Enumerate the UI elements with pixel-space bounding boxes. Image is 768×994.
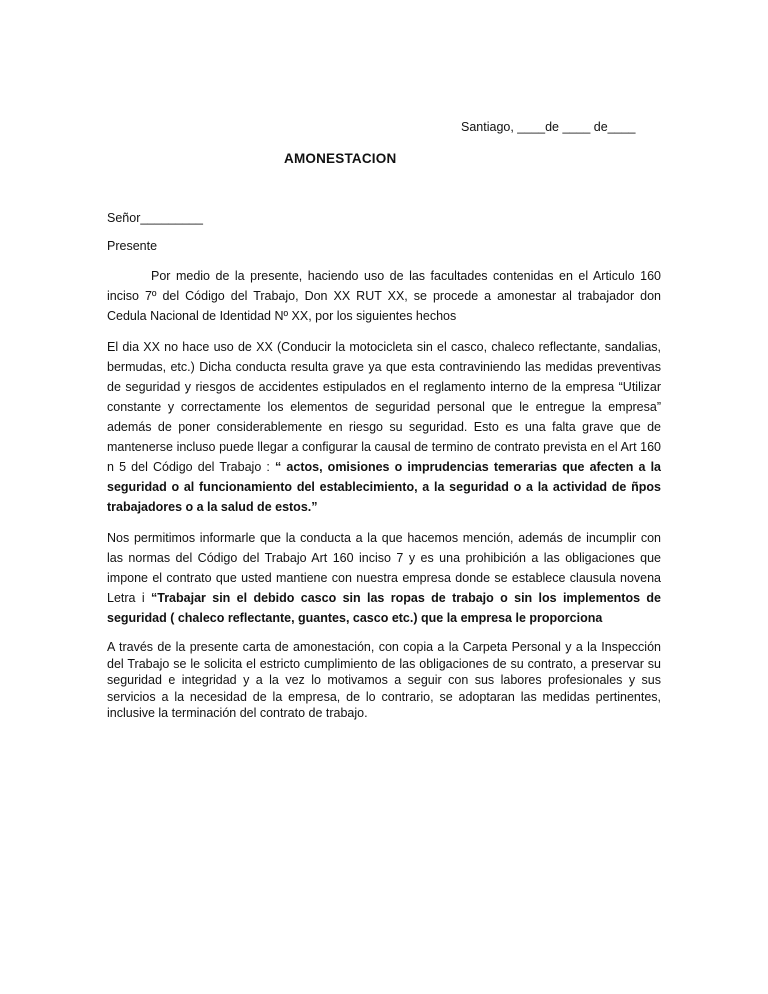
paragraph-contract-text: Nos permitimos informarle que la conducta a la que hacemos mención, además de incumplir con las normas del Código del Trabajo Art 160 inciso 7 y es una prohibición a las obligaciones que impone el contrato que usted mantiene con nuestra empresa donde se establece clausula novena Letra i <box>107 531 661 605</box>
paragraph-contract-quote: “Trabajar sin el debido casco sin las ropas de trabajo o sin los implementos de seguridad ( chaleco reflectante, guantes, casco etc.) que la empresa le proporciona <box>107 591 662 625</box>
paragraph-facts-text: El dia XX no hace uso de XX (Conducir la motocicleta sin el casco, chaleco reflectante, sandalias, bermudas, etc.) Dicha conducta resulta grave ya que esta contraviniendo las medidas preventivas de seguridad y riesgos de accidentes estipulados en el reglamento interno de la empresa “Utilizar constante y correctamente los elementos de seguridad personal que le entregue la empresa” además de poner considerablemente en riesgo su seguridad. Esto es una falta grave que de mantenerse incluso puede llegar a configurar la causal de termino de contrato prevista en el Art 160 n 5 del Código del Trabajo : <box>107 340 661 474</box>
greeting-line: Presente <box>107 239 158 253</box>
addressee-line: Señor_________ <box>107 211 203 225</box>
document-title: AMONESTACION <box>284 151 397 166</box>
paragraph-closing: A través de la presente carta de amonestación, con copia a la Carpeta Personal y a la Inspección del Trabajo se le solicita el estricto cumplimiento de las obligaciones de su contrato, a preservar su seguridad e integridad y a la vez lo motivamos a seguir con sus labores profesionales y sus servicios a la necesidad de la empresa, de lo contrario, se adoptaran las medidas pertinentes, inclusive la terminación del contrato de trabajo. <box>107 640 661 720</box>
letter-body <box>107 266 661 733</box>
paragraph-facts <box>107 337 661 517</box>
paragraph-intro: Por medio de la presente, haciendo uso de las facultades contenidas en el Articulo 160 inciso 7º del Código del Trabajo, Don XX RUT XX, se procede a amonestar al trabajador don Cedula Nacional de Identidad Nº XX, por los siguientes hechos <box>107 269 661 323</box>
date-line: Santiago, ____de ____ de____ <box>461 120 636 134</box>
paragraph-facts-quote: “ actos, omisiones o imprudencias temerarias que afecten a la seguridad o al funcionamiento del establecimiento, a la seguridad o a la actividad de ñpos trabajadores o a la salud de estos.” <box>107 460 661 514</box>
paragraph-contract <box>107 528 661 628</box>
